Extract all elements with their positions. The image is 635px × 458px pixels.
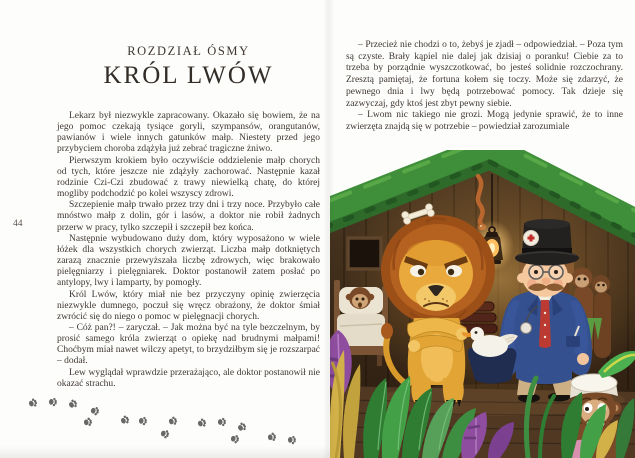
chapter-label: ROZDZIAŁ ÓSMY	[127, 44, 250, 58]
paragraph: – Lwom nic takiego nie grozi. Mogą jedynie sprawić, że to inne zwierzęta znajdą się w potrzebie – powiedział zarozumiale	[346, 110, 623, 132]
paragraph: Lew wyglądał wprawdzie przerażająco, ale doktor postanowił nie okazać strachu.	[57, 367, 320, 389]
paragraph: Pierwszym krokiem było oczywiście oddzielenie małp chorych od tych, które jeszcze nie zdążyły zachorować. Następnie kazał rodzinie Czi-Czi zbudować z trawy niewielką chatę, do której mogliby podchodzić po kolei wszyscy zdrowi.	[57, 155, 320, 200]
window	[348, 238, 381, 269]
paragraph: – Cóż pan?! – zaryczał. – Jak można być na tyle bezczelnym, by prosić samego króla zwierząt o opiekę nad brudnymi małpami! Choćbym miał nawet wilczy apetyt, to brzydziłbym się je rozszarpać – dodał.	[57, 322, 320, 367]
left-page-body-text	[57, 111, 320, 390]
right-page	[330, 0, 635, 458]
paragraph: Następnie wybudowano duży dom, który wyposażono w wiele łóżek dla wszystkich chorych zwierząt. Liczba małp dotkniętych zarazą znacznie przewyższała liczbę zdrowych, więc brakowało pielęgniarzy i pielęgniarek. Doktor postanowił zatem posłać po antylopy, lwy i lamparty, by pomogły.	[57, 233, 320, 289]
top-hat-red-cross	[515, 219, 579, 266]
chapter-title: KRÓL LWÓW	[103, 62, 274, 89]
hut-illustration	[330, 150, 635, 458]
stethoscope-disc	[521, 323, 532, 334]
paragraph: Szczepienie małp trwało przez trzy dni i trzy noce. Przybyło całe mnóstwo małp z dolin, gór i lasów, a doktor nie robił żadnych przerw w pracy, tylko szczepił i szczepił bez końca.	[57, 200, 320, 233]
paragraph: Lekarz był niezwykle zapracowany. Okazało się bowiem, że na jego pomoc czekają tysiące goryli, szympansów, orangutanów, pawianów i wiele innych gatunków małp. Niestety przed jego przybyciem choroba zdążyła już zebrać tragiczne żniwo.	[57, 111, 320, 155]
paw-print	[28, 397, 296, 444]
page-number: 44	[13, 219, 23, 229]
right-page-body-text	[346, 40, 623, 134]
paragraph: Król Lwów, który miał nie bez przyczyny opinię zwierzęcia niezwykle dumnego, poczuł się wręcz obrażony, że doktor śmiał zwrócić się do niego o pomoc w pielęgnacji chorych.	[57, 289, 320, 322]
paw-prints-decoration	[0, 391, 330, 455]
paragraph: – Przecież nie chodzi o to, żebyś je zjadł – odpowiedział. – Poza tym są czyste. Brały kąpiel nie dalej jak dzisiaj o poranku! Ciebie za to trzeba by porządnie wyszczotkować, bo jesteś solidnie rozczochrany. Zresztą pamiętaj, że fortuna kołem się toczy. Może się zdarzyć, że pewnego dnia i lwy będą potrzebować pomocy. Tak dzieje się zazwyczaj, gdy ktoś jest zbyt pewny siebie.	[346, 40, 623, 109]
